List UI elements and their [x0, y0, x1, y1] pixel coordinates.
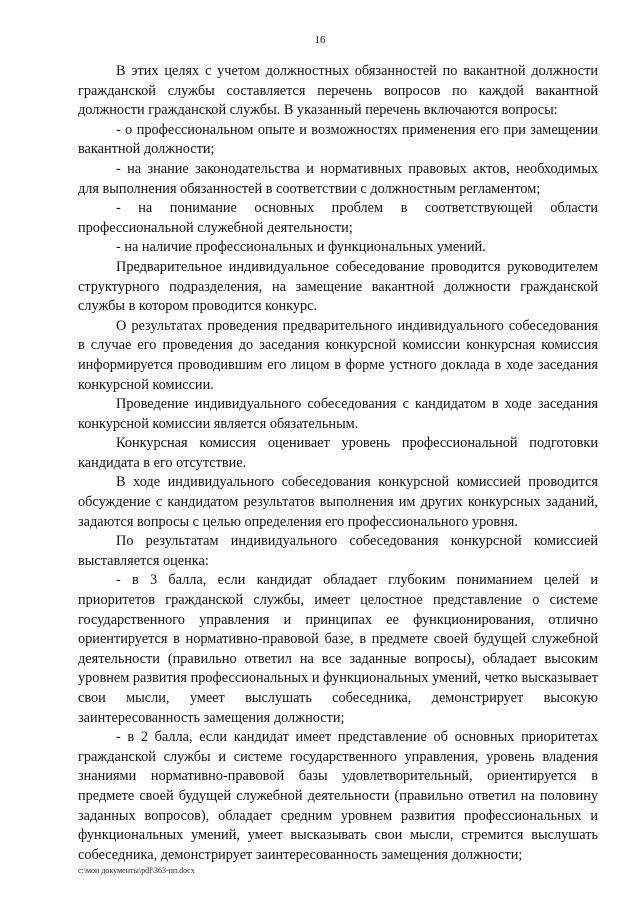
paragraph: Конкурсная комиссия оценивает уровень профессиональной подготовки кандидата в его отсутствие.: [78, 435, 598, 471]
paragraph: О результатах проведения предварительного индивидуального собеседования в случае его проведения до заседания конкурсной комиссии конкурсная комиссия информируется проводившим его лицом в форме устного доклада в ходе заседания конкурсной комиссии.: [78, 317, 598, 393]
list-item: - на наличие профессиональных и функциональных умений.: [116, 239, 486, 256]
paragraph: По результатам индивидуального собеседования конкурсной комиссией выставляется оценка:: [78, 533, 598, 569]
paragraph: Проведение индивидуального собеседования с кандидатом в ходе заседания конкурсной комиссии является обязательным.: [78, 396, 598, 432]
paragraph: В этих целях с учетом должностных обязанностей по вакантной должности гражданской службы составляется перечень вопросов по каждой вакантной должности гражданской службы. В указанный перечень включаются вопросы:: [78, 63, 598, 119]
paragraph: Предварительное индивидуальное собеседование проводится руководителем структурного подразделения, на замещение вакантной должности гражданской службы в котором проводится конкурс.: [78, 258, 598, 315]
list-item: - в 3 балла, если кандидат обладает глубоким пониманием целей и приоритетов гражданской службы, имеет целостное представление о системе государственного управления и принципах ее функционирования, отлично ориентируется в нормативно-правовой базе, в предмете своей будущей служебной деятельности (правильно ответил на все заданные вопросы), обладает высоким уровнем развития профессиональных и функциональных умений, четко высказывает свои мысли, умеет выслушать собеседника, демонстрирует высокую заинтересованность замещения должности;: [78, 572, 598, 726]
paragraph: В ходе индивидуального собеседования конкурсной комиссией проводится обсуждение с кандидатом результатов выполнения им других конкурсных заданий, задаются вопросы с целью определения его профессионального уровня.: [78, 474, 598, 530]
list-item: - о профессиональном опыте и возможностях применения его при замещении вакантной должности;: [78, 121, 598, 158]
list-item: - в 2 балла, если кандидат имеет представление об основных приоритетах гражданской службы и системе государственного управления, уровень владения знаниями нормативно-правовой базы удовлетворительный, ориентируется в предмете своей будущей служебной деятельности (правильно ответил на половину заданных вопросов), обладает средним уровнем развития профессиональных и функциональных умений, умеет высказывать свои мысли, стремится выслушать собеседника, демонстрирует заинтересованность замещения должности;: [78, 729, 598, 863]
list-item: - на знание законодательства и нормативных правовых актов, необходимых для выполнения обязанностей в соответствии с должностным регламентом;: [78, 160, 598, 197]
page-number: 16: [314, 34, 326, 46]
footer-file-path: c:\мои документы\pdf\363-пп.docx: [78, 866, 195, 875]
list-item: - на понимание основных проблем в соответствующей области профессиональной служебной деятельности;: [78, 200, 598, 236]
document-body: [78, 62, 598, 865]
